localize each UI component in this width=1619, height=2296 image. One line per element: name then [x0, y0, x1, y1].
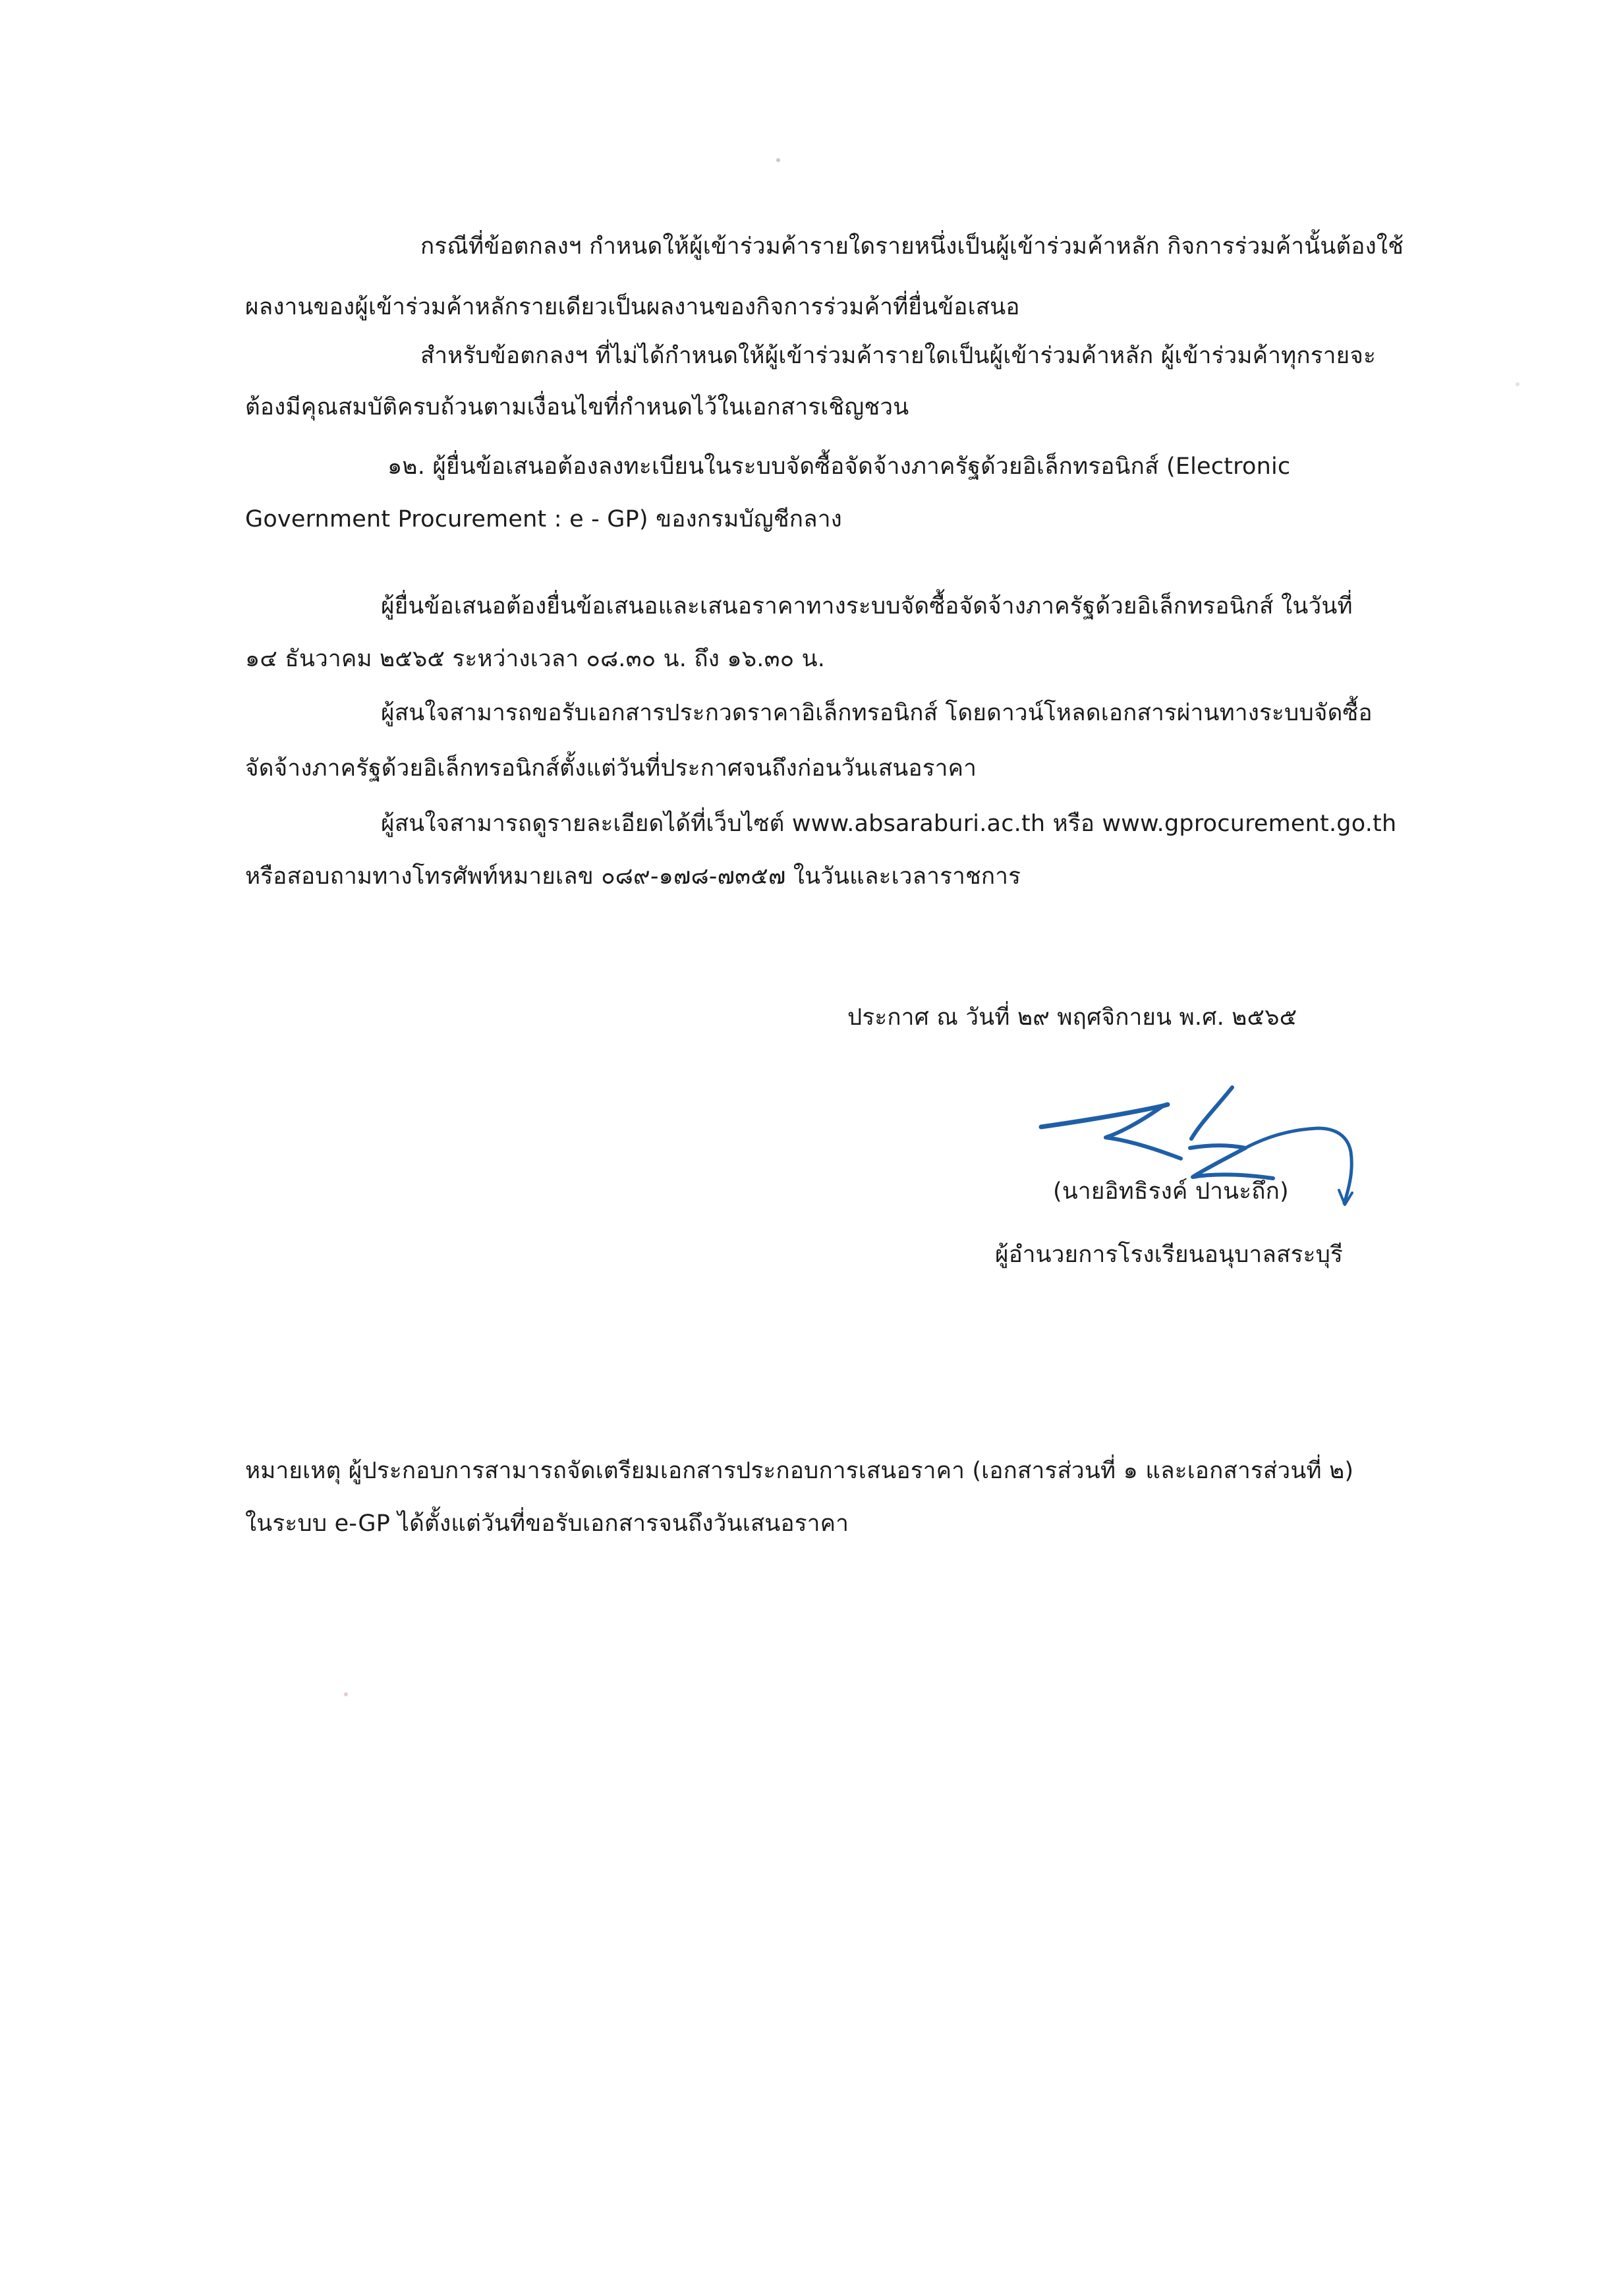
signer-title: ผู้อำนวยการโรงเรียนอนุบาลสระบุรี: [995, 1242, 1344, 1268]
contact-line-1: ผู้สนใจสามารถดูรายละเอียดได้ที่เว็บไซต์ www.absaraburi.ac.th หรือ www.gprocurement.go.th: [381, 811, 1397, 837]
signer-name: (นายอิทธิรงค์ ปานะถึก): [1053, 1178, 1289, 1205]
contact-line-2: หรือสอบถามทางโทรศัพท์หมายเลข ๐๘๙-๑๗๘-๗๓๕๗ ในวันและเวลาราชการ: [245, 863, 1021, 890]
clause-12-line-1: ๑๒. ผู้ยื่นข้อเสนอต้องลงทะเบียนในระบบจัดซื้อจัดจ้างภาครัฐด้วยอิเล็กทรอนิกส์ (Electronic: [387, 453, 1291, 480]
clause-lead-partner-line-1: กรณีที่ข้อตกลงฯ กำหนดให้ผู้เข้าร่วมค้ารายใดรายหนึ่งเป็นผู้เข้าร่วมค้าหลัก กิจการร่วมค้านั้นต้องใช้: [420, 233, 1404, 260]
clause-no-lead-line-1: สำหรับข้อตกลงฯ ที่ไม่ได้กำหนดให้ผู้เข้าร่วมค้ารายใดเป็นผู้เข้าร่วมค้าหลัก ผู้เข้าร่วมค้าทุกรายจะ: [420, 343, 1377, 369]
submission-line-2: ๑๔ ธันวาคม ๒๕๖๕ ระหว่างเวลา ๐๘.๓๐ น. ถึง ๑๖.๓๐ น.: [245, 646, 826, 672]
clause-12-line-2: Government Procurement : e - GP) ของกรมบัญชีกลาง: [245, 506, 842, 532]
announcement-date: ประกาศ ณ วันที่ ๒๙ พฤศจิกายน พ.ศ. ๒๕๖๕: [847, 1004, 1297, 1031]
scan-speck: [344, 1692, 348, 1696]
scan-speck: [1516, 382, 1520, 386]
clause-lead-partner-line-2: ผลงานของผู้เข้าร่วมค้าหลักรายเดียวเป็นผลงานของกิจการร่วมค้าที่ยื่นข้อเสนอ: [245, 294, 1020, 320]
download-line-2: จัดจ้างภาครัฐด้วยอิเล็กทรอนิกส์ตั้งแต่วันที่ประกาศจนถึงก่อนวันเสนอราคา: [245, 755, 977, 782]
note-line-1: หมายเหตุ ผู้ประกอบการสามารถจัดเตรียมเอกสารประกอบการเสนอราคา (เอกสารส่วนที่ ๑ และเอกสารส่วนที่ ๒): [245, 1458, 1354, 1484]
download-line-1: ผู้สนใจสามารถขอรับเอกสารประกวดราคาอิเล็กทรอนิกส์ โดยดาวน์โหลดเอกสารผ่านทางระบบจัดซื้อ: [381, 700, 1373, 726]
note-line-2: ในระบบ e-GP ได้ตั้งแต่วันที่ขอรับเอกสารจนถึงวันเสนอราคา: [245, 1510, 849, 1537]
clause-no-lead-line-2: ต้องมีคุณสมบัติครบถ้วนตามเงื่อนไขที่กำหนดไว้ในเอกสารเชิญชวน: [245, 394, 909, 420]
submission-line-1: ผู้ยื่นข้อเสนอต้องยื่นข้อเสนอและเสนอราคาทางระบบจัดซื้อจัดจ้างภาครัฐด้วยอิเล็กทรอนิกส์ ในวันที่: [381, 593, 1353, 619]
scan-speck: [776, 158, 780, 162]
